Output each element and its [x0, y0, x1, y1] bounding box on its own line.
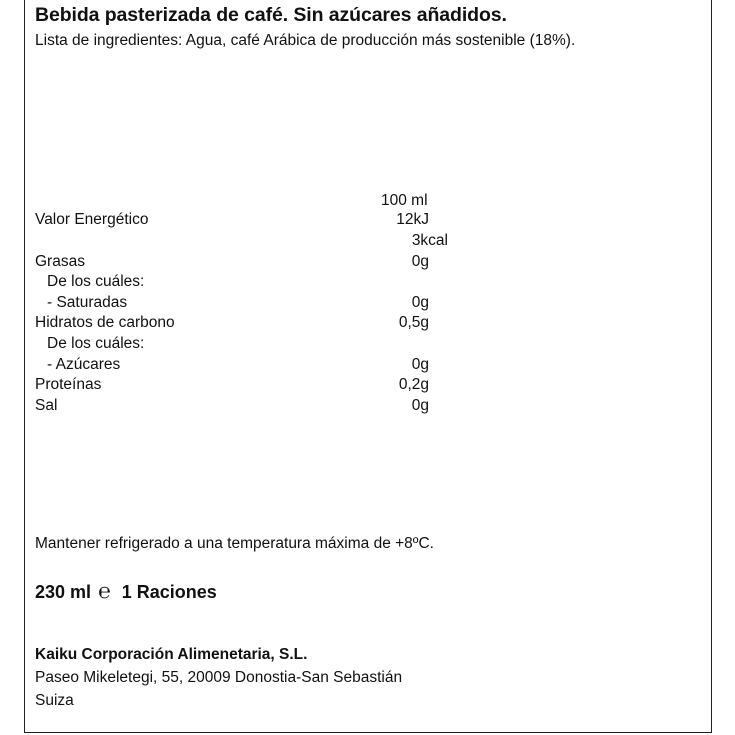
nutrition-value: 0g — [411, 253, 429, 270]
nutrition-row-fat — [35, 253, 435, 274]
company-address: Paseo Mikeletegi, 55, 20009 Donostia-San Sebastián — [35, 669, 403, 686]
nutrition-label: Grasas — [35, 253, 85, 270]
nutrition-row-salt — [35, 397, 435, 418]
nutrition-value: 0,2g — [398, 376, 429, 393]
nutrition-value: 3kcal — [411, 232, 448, 249]
nutrition-label: Sal — [35, 397, 58, 414]
nutrition-label: Valor Energético — [35, 211, 149, 228]
nutrition-value: 0g — [411, 294, 429, 311]
nutrition-value: 0g — [411, 397, 429, 414]
nutrition-label: De los cuáles: — [47, 273, 145, 290]
nutrition-row-sugars — [35, 356, 435, 377]
nutrition-label: Hidratos de carbono — [35, 314, 175, 331]
nutrition-value: 0,5g — [398, 314, 429, 331]
nutrition-row-carbs — [35, 314, 435, 335]
nutrition-row-saturated — [35, 294, 435, 315]
nutrition-label: - Azúcares — [47, 356, 121, 373]
portion-line — [35, 580, 217, 604]
company-name: Kaiku Corporación Alimenetaria, S.L. — [35, 646, 308, 663]
nutrition-row-protein — [35, 376, 435, 397]
nutrition-value: 0g — [411, 356, 429, 373]
nutrition-row-carbs-sub — [35, 335, 435, 356]
company-country: Suiza — [35, 692, 74, 709]
nutrition-label: De los cuáles: — [47, 335, 145, 352]
product-title: Bebida pasterizada de café. Sin azúcares añadidos. — [35, 4, 507, 26]
storage-instructions: Mantener refrigerado a una temperatura máxima de +8ºC. — [35, 535, 434, 552]
nutrition-value: 12kJ — [396, 211, 429, 228]
nutrition-label: - Saturadas — [47, 294, 128, 311]
nutrition-column-header: 100 ml — [381, 192, 428, 209]
nutrition-row-fat-sub — [35, 273, 435, 294]
servings-count: 1 Raciones — [121, 582, 217, 602]
nutrition-label: Proteínas — [35, 376, 102, 393]
net-volume: 230 ml — [35, 582, 92, 602]
estimated-sign-icon: ℮ — [98, 580, 111, 603]
nutrition-row-energy-kj — [35, 211, 435, 232]
nutrition-row-energy-kcal — [35, 232, 448, 253]
ingredients-list: Lista de ingredientes: Agua, café Arábica de producción más sostenible (18%). — [35, 32, 576, 49]
